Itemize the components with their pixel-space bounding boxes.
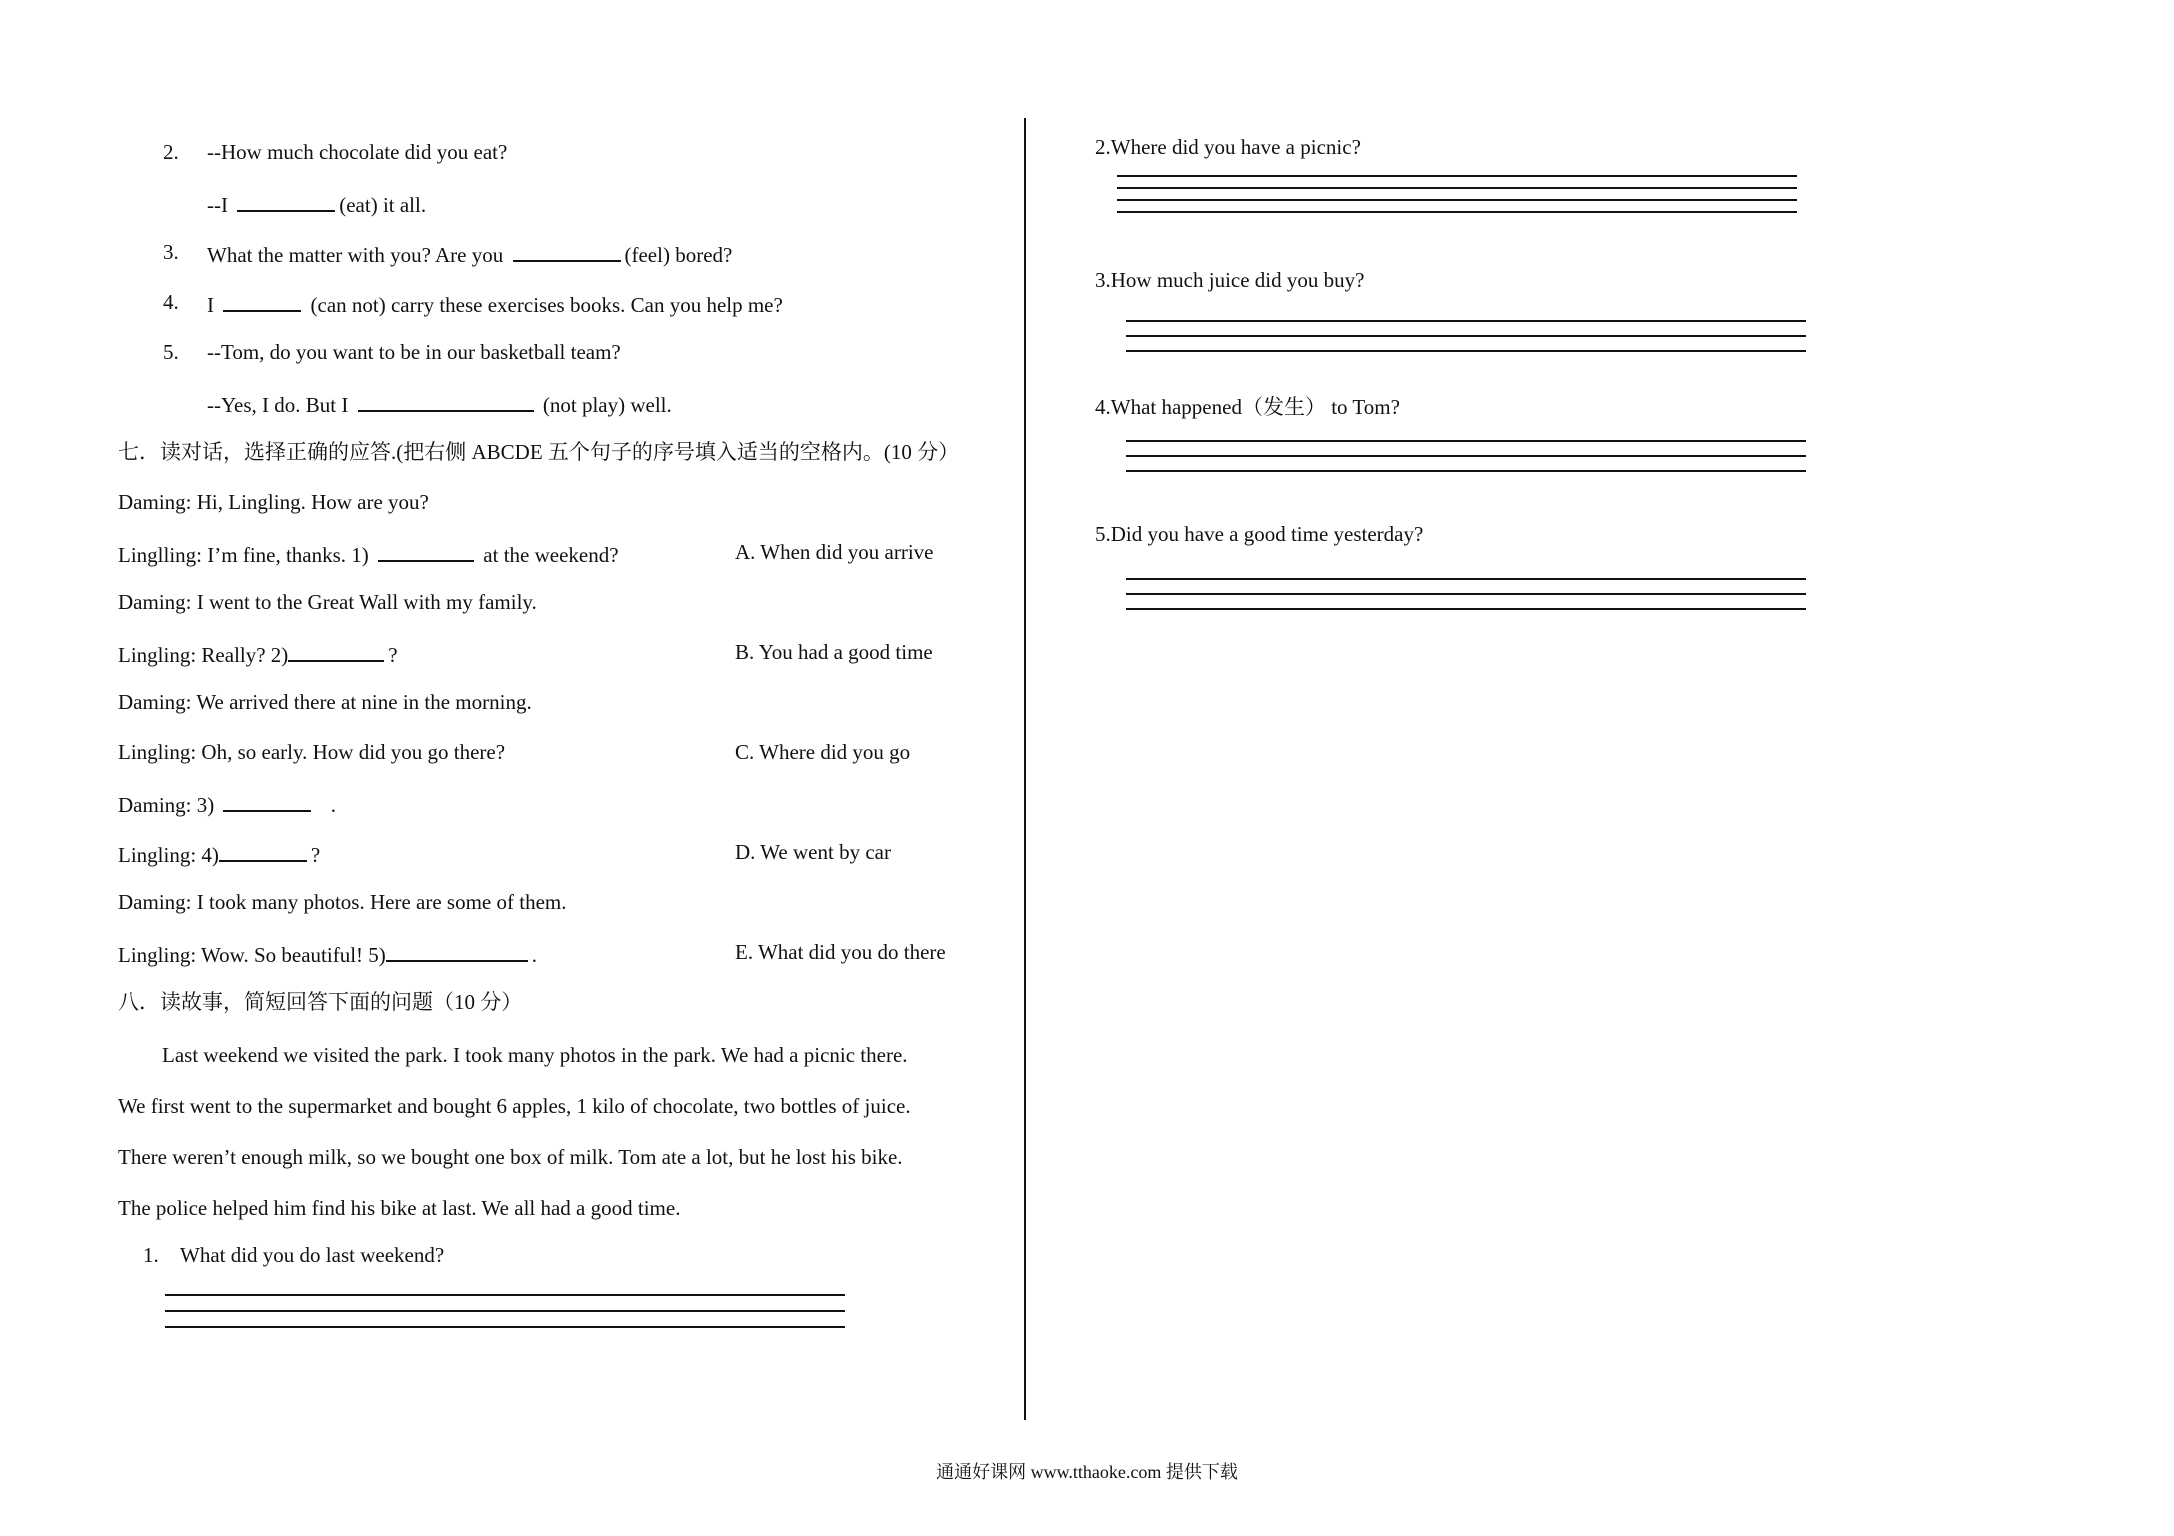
item-text: [207, 190, 426, 217]
answer-line[interactable]: [165, 1326, 845, 1328]
dialogue-line: Daming: We arrived there at nine in the morning.: [118, 690, 532, 714]
item-text: --Tom, do you want to be in our basketball team?: [207, 340, 621, 364]
dialogue-text: Daming: 3): [118, 793, 215, 817]
dialogue-text: Linglling: I’m fine, thanks. 1): [118, 543, 369, 567]
option-e: E. What did you do there: [735, 940, 946, 964]
option-a: A. When did you arrive: [735, 540, 934, 564]
dialogue-line: Daming: I went to the Great Wall with my family.: [118, 590, 537, 614]
item-number: 2.: [163, 140, 179, 164]
column-divider: [1024, 118, 1026, 1420]
answer-line[interactable]: [1126, 455, 1806, 457]
answer-lines[interactable]: [1126, 578, 1806, 623]
answer-line[interactable]: [165, 1310, 845, 1312]
answer-line[interactable]: [1126, 608, 1806, 610]
section-heading: 八．读故事，简短回答下面的问题（10 分）: [118, 990, 523, 1014]
dialogue-text: ?: [388, 643, 398, 667]
option-c: C. Where did you go: [735, 740, 911, 764]
answer-lines[interactable]: [1117, 175, 1797, 227]
story-line: The police helped him find his bike at last. We all had a good time.: [118, 1196, 681, 1220]
answer-line[interactable]: [1126, 335, 1806, 337]
item-number: 4.: [163, 290, 179, 314]
answer-line[interactable]: [1126, 320, 1806, 322]
answer-blank[interactable]: [288, 640, 384, 662]
dialogue-text: Lingling: 4): [118, 843, 219, 867]
dialogue-line: [118, 940, 537, 967]
question-text: 5.Did you have a good time yesterday?: [1095, 522, 1424, 546]
dialogue-line: [118, 840, 320, 867]
answer-blank[interactable]: [223, 790, 311, 812]
story-line: We first went to the supermarket and bought 6 apples, 1 kilo of chocolate, two bottles of juice.: [118, 1094, 911, 1118]
answer-lines[interactable]: [1126, 440, 1806, 485]
option-b: B. You had a good time: [735, 640, 933, 664]
dialogue-text: ?: [310, 843, 321, 867]
dialogue-text: Lingling: Wow. So beautiful! 5): [118, 943, 386, 967]
question-text: 4.What happened（发生） to Tom?: [1095, 395, 1400, 419]
question-number: 1.: [143, 1243, 159, 1267]
item-text: [207, 240, 732, 267]
answer-blank[interactable]: [223, 290, 301, 312]
answer-blank[interactable]: [358, 390, 534, 412]
section-heading: 七．读对话，选择正确的应答.(把右侧 ABCDE 五个句子的序号填入适当的空格内。(10 分）: [118, 440, 960, 464]
answer-line[interactable]: [1126, 350, 1806, 352]
answer-blank[interactable]: [386, 940, 528, 962]
answer-line[interactable]: [1126, 470, 1806, 472]
story-line: Last weekend we visited the park. I took many photos in the park. We had a picnic there.: [162, 1043, 908, 1067]
item-text: [207, 290, 783, 317]
answer-blank[interactable]: [513, 240, 621, 262]
answer-line[interactable]: [1117, 187, 1797, 189]
answer-line[interactable]: [1117, 175, 1797, 177]
answer-line[interactable]: [1126, 578, 1806, 580]
answer-blank[interactable]: [237, 190, 335, 212]
item-number: 5.: [163, 340, 179, 364]
answer-line[interactable]: [1126, 593, 1806, 595]
dialogue-line: Lingling: Oh, so early. How did you go there?: [118, 740, 506, 764]
question-text: 3.How much juice did you buy?: [1095, 268, 1365, 292]
dialogue-line: Daming: Hi, Lingling. How are you?: [118, 490, 429, 514]
footer-credit: 通通好课网 www.tthaoke.com 提供下载: [936, 1462, 1238, 1482]
item-text: --How much chocolate did you eat?: [207, 140, 508, 164]
option-d: D. We went by car: [735, 840, 891, 864]
answer-line[interactable]: [1126, 440, 1806, 442]
item-text-after: (can not) carry these exercises books. Can you help me?: [310, 293, 783, 317]
answer-line[interactable]: [1117, 199, 1797, 201]
item-text-before: --I: [207, 193, 228, 217]
question-text: 2.Where did you have a picnic?: [1095, 135, 1361, 159]
dialogue-text: .: [531, 943, 538, 967]
item-text-after: (eat) it all.: [339, 193, 427, 217]
item-text-before: I: [207, 293, 214, 317]
item-text-after: (not play) well.: [542, 393, 672, 417]
item-text-before: --Yes, I do. But I: [207, 393, 349, 417]
dialogue-text: at the weekend?: [483, 543, 619, 567]
dialogue-line: [118, 790, 336, 817]
item-text-after: (feel) bored?: [624, 243, 733, 267]
item-text: [207, 390, 672, 417]
story-line: There weren’t enough milk, so we bought one box of milk. Tom ate a lot, but he lost his bike.: [118, 1145, 903, 1169]
question-text: What did you do last weekend?: [180, 1243, 445, 1267]
answer-blank[interactable]: [219, 840, 307, 862]
dialogue-line: [118, 540, 619, 567]
story-paragraph: [118, 1030, 978, 1234]
answer-blank[interactable]: [378, 540, 474, 562]
item-text-before: What the matter with you? Are you: [207, 243, 504, 267]
item-number: 3.: [163, 240, 179, 264]
dialogue-line: Daming: I took many photos. Here are some of them.: [118, 890, 567, 914]
answer-lines[interactable]: [165, 1294, 845, 1342]
answer-lines[interactable]: [1126, 320, 1806, 365]
dialogue-text: .: [330, 793, 336, 817]
answer-line[interactable]: [1117, 211, 1797, 213]
dialogue-text: Lingling: Really? 2): [118, 643, 289, 667]
answer-line[interactable]: [165, 1294, 845, 1296]
dialogue-line: [118, 640, 398, 667]
